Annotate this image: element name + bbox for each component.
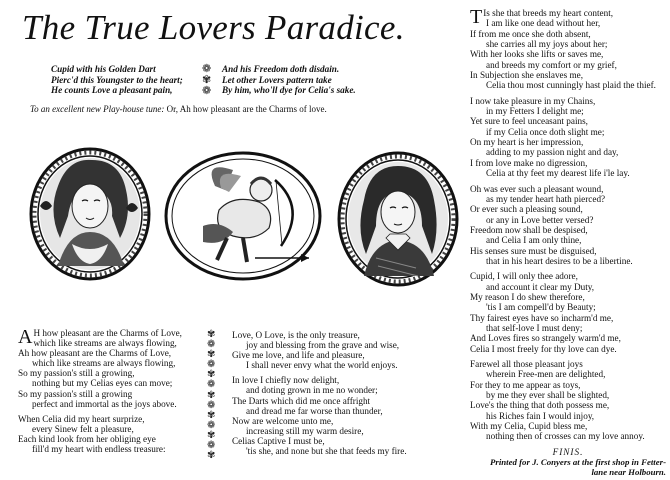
verse-line: Ah how pleasant are the Charms of Love, [18,348,172,359]
verse-line: Is she that breeds my heart content, [483,8,614,18]
drop-cap: A [18,326,33,348]
verse-line: For they to me appear as toys, [470,379,581,390]
verse-line: H how pleasant are the Charms of Love, [33,328,182,338]
verse-line: Celia thou most cunningly hast plaid the thief. [486,80,656,91]
verse-line: When Celia did my heart surprize, [18,413,145,424]
woodcut-cupid-with-bow [163,150,323,282]
verse-line: In Subjection she enslaves me, [470,70,584,81]
verse-line: My reason I do shew therefore, [470,291,585,302]
verse-line: Now are welcome unto me, [232,415,334,426]
verse-line: perfect and immortal as the joys above. [32,398,177,409]
stanza [470,8,666,91]
verse-line: every Sinew felt a pleasure, [32,423,134,434]
verse-line: she carries all my joys about her; [486,39,608,50]
intro-left-line: Pierc'd this Youngster to the heart; [51,74,183,85]
tune-line [30,104,327,114]
verse-line: So my passion's still a growing, [18,368,135,379]
verse-line: With her looks she lifts or saves me, [470,49,604,60]
intro-right-line: Let other Lovers pattern take [222,74,332,85]
verse-line: increasing still my warm desire, [246,425,364,436]
verse-line: adding to my passion night and day, [486,147,619,158]
intro-right-line: By him, who'll dye for Celia's sake. [222,85,356,96]
verse-line: I am like one dead without her, [486,18,601,29]
verse-line: Farewel all those pleasant joys [470,359,583,369]
verse-line: Thy fairest eyes have so incharm'd me, [470,312,614,323]
imprint-line: lane near Holbourn. [591,467,666,478]
verse-line: by me they ever shall be slighted, [486,390,610,401]
verse-line: Love's the thing that doth possess me, [470,400,610,411]
woodcut-lady-portrait [28,146,152,282]
intro-right [222,64,356,96]
verse-line: I from love make no digression, [470,157,588,168]
fleuron-column: ✾ ❁ ✾ ❁ ✾ ❁ ✾ ❁ ✾ ❁ ✾ ❁ ✾ [207,329,216,462]
verse-line: Love, O Love, is the only treasure, [232,330,360,340]
verse-line: and Celia I am only thine, [486,235,582,246]
verse-line: Celias Captive I must be, [232,435,325,446]
stanza [232,375,462,456]
verse-line: On my heart is her impression, [470,137,584,148]
verse-line: Yet sure to feel unceasant pains, [470,116,588,127]
intro-left-line: Cupid with his Golden Dart [51,64,156,74]
verse-line: in my Fetters I delight me; [486,106,584,117]
verse-line: I shall never envy what the world enjoys. [246,360,398,371]
verse-line: Each kind look from her obliging eye [18,433,156,444]
imprint [470,457,666,477]
verse-line: Cupid, I will only thee adore, [470,271,578,282]
verse-line: Give me love, and life and pleasure, [232,350,365,361]
drop-cap: T [470,6,483,28]
verse-line: or any in Love better versed? [486,214,594,225]
verse-line: and dread me far worse than thunder, [246,405,383,416]
verse-line: Celia at thy feet my dearest life i'le lay. [486,168,630,179]
verse-column-3 [470,8,666,477]
verse-line: that in his heart desires to be a libertine. [486,255,633,266]
intro-left-line: He counts Love a pleasant pain, [51,85,173,96]
finis: FINIS. [552,446,584,457]
verse-line: Celia I most freely for thy love can dye. [470,343,617,354]
verse-line: fill'd my heart with endless treasure: [32,444,166,455]
verse-line: nothing but my Celias eyes can move; [32,378,173,389]
fleuron-ornament: ❁ ✾ ❁ [202,63,212,97]
stanza [232,330,462,370]
verse-line: and doting grown in me no wonder; [246,385,378,396]
woodcut-gentleman-portrait [336,150,460,288]
verse-line: And Loves fires so strangely warm'd me, [470,333,621,344]
verse-column-1 [18,328,208,459]
stanza [470,184,666,267]
verse-line: which like streams are always flowing, [32,358,176,369]
verse-line: and account it clear my Duty, [486,281,595,292]
verse-line: The Darts which did me once affright [232,395,371,406]
page-title: The True Lovers Paradice. [22,8,405,47]
verse-line: as my tender heart hath pierced? [486,193,606,204]
verse-line: His senses sure must be disguised, [470,245,597,256]
verse-line: his Riches fain I would injoy, [486,410,595,421]
intro-left [51,64,183,96]
verse-line: Oh was ever such a pleasant wound, [470,183,604,194]
verse-column-2 [232,330,462,461]
verse-line: Freedom now shall be despised, [470,224,588,235]
verse-line: Or ever such a pleasing sound, [470,204,583,215]
tune-lead: To an excellent new Play-house tune: [30,104,165,114]
verse-line: and breeds my comfort or my grief, [486,59,617,70]
stanza [470,271,666,354]
stanza [18,328,208,409]
imprint-line: Printed for J. Conyers at the first shop in Fetter- [490,457,666,468]
verse-line: 'tis I am compell'd by Beauty; [486,302,596,313]
verse-line: I now take pleasure in my Chains, [470,95,596,106]
tune-name: Or, Ah how pleasant are the Charms of love. [166,104,327,114]
verse-line: 'tis she, and none but she that feeds my fire. [246,446,407,457]
verse-line: nothing then of crosses can my love annoy. [486,431,645,442]
verse-line: If from me once she doth absent, [470,28,591,39]
intro-right-line: And his Freedom doth disdain. [222,64,340,74]
stanza [470,359,666,442]
verse-line: In love I chiefly now delight, [232,375,340,386]
verse-line: which like streams are always flowing, [33,338,177,349]
verse-line: So my passion's still a growing [18,388,133,399]
verse-line: joy and blessing from the grave and wise, [246,340,400,351]
stanza [470,96,666,179]
verse-line: wherein Free-men are delighted, [486,369,606,380]
verse-line: that self-love I must deny; [486,322,583,333]
verse-line: if my Celia once doth slight me; [486,126,605,137]
verse-line: With my Celia, Cupid bless me, [470,421,588,432]
stanza [18,414,208,454]
